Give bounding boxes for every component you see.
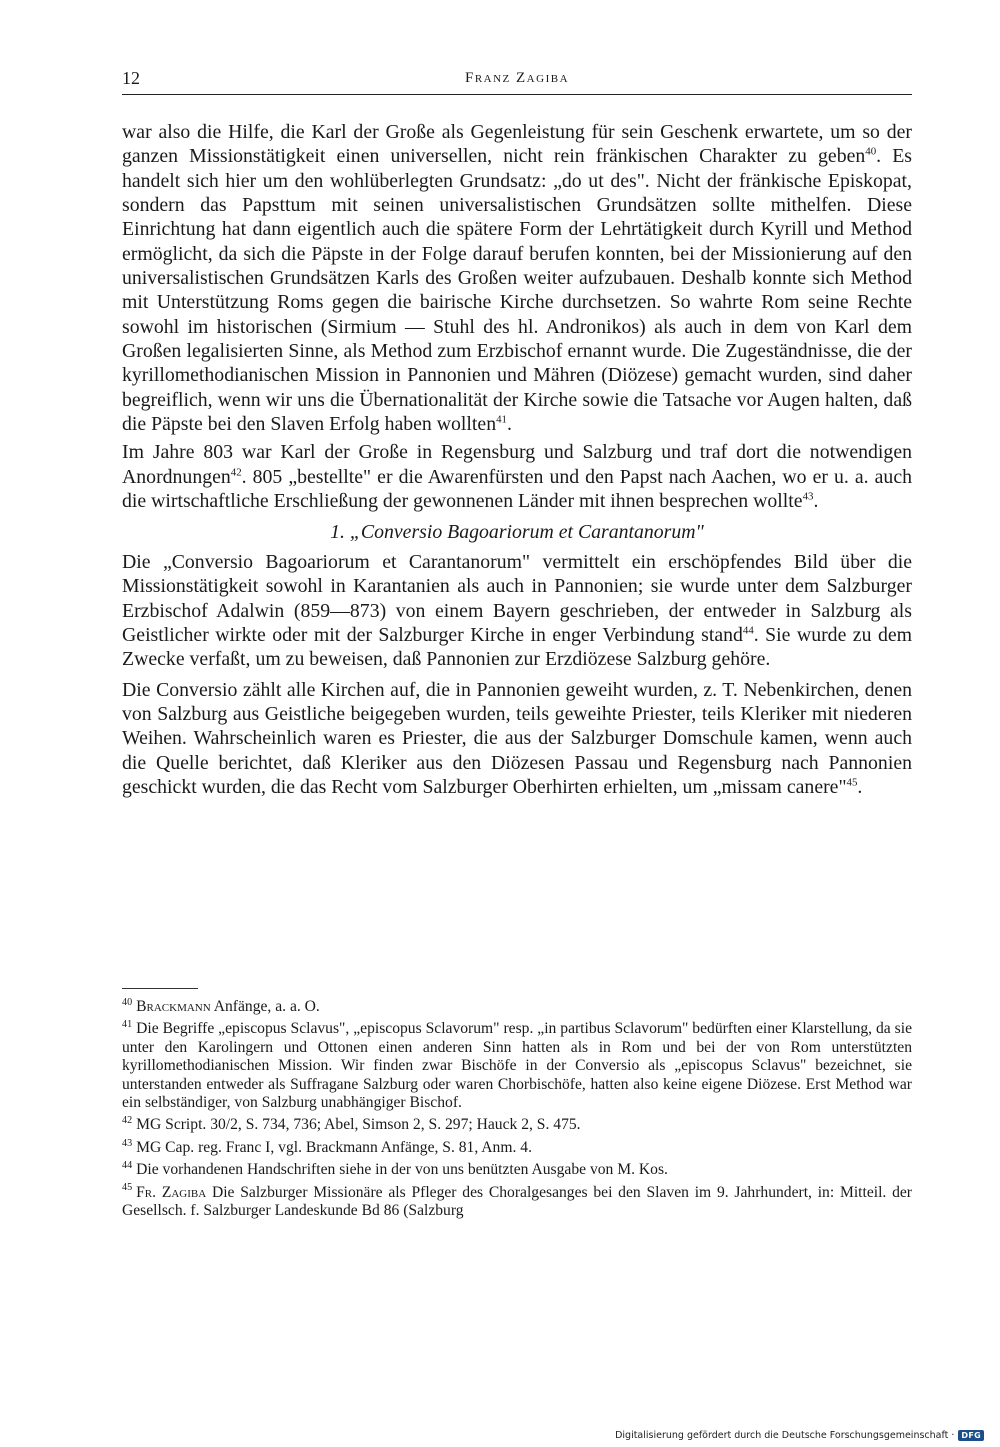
footnote: $^{42}$ MG Script. 30/2, S. 734, 736; Abel, Simson 2, S. 297; Hauck 2, S. 475. <box>122 1115 581 1134</box>
footnote-ref[interactable]: 40 <box>865 145 877 158</box>
footnote-ref[interactable]: 45 <box>846 776 858 789</box>
footnote-ref[interactable]: 44 <box>742 624 754 637</box>
footnote-ref[interactable]: 42 <box>230 466 242 479</box>
footnote: $^{43}$ MG Cap. reg. Franc I, vgl. Brackmann Anfänge, S. 81, Anm. 4. <box>122 1137 532 1156</box>
footnote-ref[interactable]: 43 <box>802 490 814 503</box>
credit-text: Digitalisierung gefördert durch die Deutsche Forschungsgemeinschaft · <box>615 1430 955 1441</box>
footnote: $^{44}$ Die vorhandenen Handschriften siehe in der von uns benützten Ausgabe von M. Kos. <box>122 1160 668 1179</box>
footnote-ref[interactable]: 41 <box>496 413 507 426</box>
footnote: $^{45}$ Fr. Zagiba Die Salzburger Missionäre als Pfleger des Choralgesanges bei den Slaven im 9. Jahrhundert, in: Mitteil. der Gesellsch. f. Salzburger Landeskunde Bd 86 (Salzburg <box>122 1182 912 1220</box>
digitization-credit <box>615 1430 984 1441</box>
footnote: $^{40}$ Brackmann Anfänge, a. a. O. <box>122 996 320 1015</box>
main-text <box>122 120 912 799</box>
footnote: $^{41}$ Die Begriffe „episcopus Sclavus", „episcopus Sclavorum" resp. „in partibus Sclavorum" bedürften einer Klarstellung, da sie unter den Karolingern und Ottonen einen anderen Sinn hatten als in Rom und bei der von Rom unterstützten kyrillomethodianischen Mission. Wir finden zwar Bischöfe in der Conversio als „episcopus Sclavus" bezeichnet, sie unterstanden entweder als Suffragane Salzburg oder waren Chorbischöfe, hatten also keine eigene Diözese. Erst Method war ein selbständiger, von Salzburg unabhängiger Bischof. <box>122 1019 912 1112</box>
running-header <box>122 66 912 95</box>
paragraph: Die Conversio zählt alle Kirchen auf, die in Pannonien geweiht wurden, z. T. Nebenkirchen, denen von Salzburg aus Geistliche beigegeben wurden, teils geweihte Priester, teils Kleriker mit niederen Weihen. Wahrscheinlich waren es Priester, die aus der Salzburger Domschule kamen, wenn auch die Quelle berichtet, daß Kleriker aus den Diözesen Passau und Regensburg nach Pannonien geschickt wurden, die das Recht vom Salzburger Oberhirten erhielten, um „missam canere"$^{45}$. <box>122 678 912 798</box>
running-title: Franz Zagiba <box>464 70 570 86</box>
section-heading: 1. „Conversio Bagoariorum et Carantanorum" <box>330 520 704 543</box>
paragraph: war also die Hilfe, die Karl der Große als Gegenleistung für sein Geschenk erwartete, um so der ganzen Missionstätigkeit einen universellen, nicht rein fränkischen Charakter zu geben$^{40}$. Es handelt sich hier um den wohlüberlegten Grundsatz: „do ut des". Nicht der fränkische Episkopat, sondern das Papsttum mit seinen universalistischen Grundsätzen sollte mithelfen. Diese Einrichtung hat dann eigentlich auch die spätere Form der Lehrtätigkeit durch Kyrill und Method ermöglicht, da sich die Päpste in der Folge darauf berufen konnten, bei der Missionierung auf den universalistischen Grundsätzen Karls des Großen weiter aufzubauen. Deshalb konnte sich Method mit Unterstützung Roms gegen die bairische Kirche durchsetzen. So wahrte Rom seine Rechte sowohl im historischen (Sirmium — Stuhl des hl. Andronikos) als auch in dem von Karl dem Großen legalisierten Sinne, als Method zum Erzbischof ernannt wurde. Die Zugeständnisse, die der kyrillomethodianischen Mission in Pannonien und Mähren (Diözese) gemacht wurden, sind daher begreiflich, wenn wir uns die Übernationalität der Kirche sowie die Tatsache vor Augen halten, daß die Päpste bei den Slaven Erfolg haben wollten$^{41}$. <box>122 121 913 436</box>
paragraph: Die „Conversio Bagoariorum et Carantanorum" vermittelt ein erschöpfendes Bild über die Missionstätigkeit sowohl in Karantanien als auch in Pannonien; sie wurde unter dem Salzburger Erzbischof Adalwin (859—873) von einem Bayern geschrieben, der entweder in Salzburg als Geistlicher wirkte oder mit der Salzburger Kirche in enger Verbindung stand$^{44}$. Sie wurde zu dem Zwecke verfaßt, um zu beweisen, daß Pannonien zur Erzdiözese Salzburg gehöre. <box>122 550 912 671</box>
page-number: 12 <box>122 68 140 88</box>
footnotes <box>122 998 912 1224</box>
dfg-logo: DFG <box>958 1430 984 1441</box>
paragraph: Im Jahre 803 war Karl der Große in Regensburg und Salzburg und traf dort die notwendigen Anordnungen$^{42}$. 805 „bestellte" er die Awarenfürsten und den Papst nach Aachen, wo er u. a. auch die wirtschaftliche Erschließung der gewonnenen Länder mit ihnen besprechen wollte$^{43}$. <box>122 441 912 513</box>
footnote-separator <box>122 988 198 989</box>
